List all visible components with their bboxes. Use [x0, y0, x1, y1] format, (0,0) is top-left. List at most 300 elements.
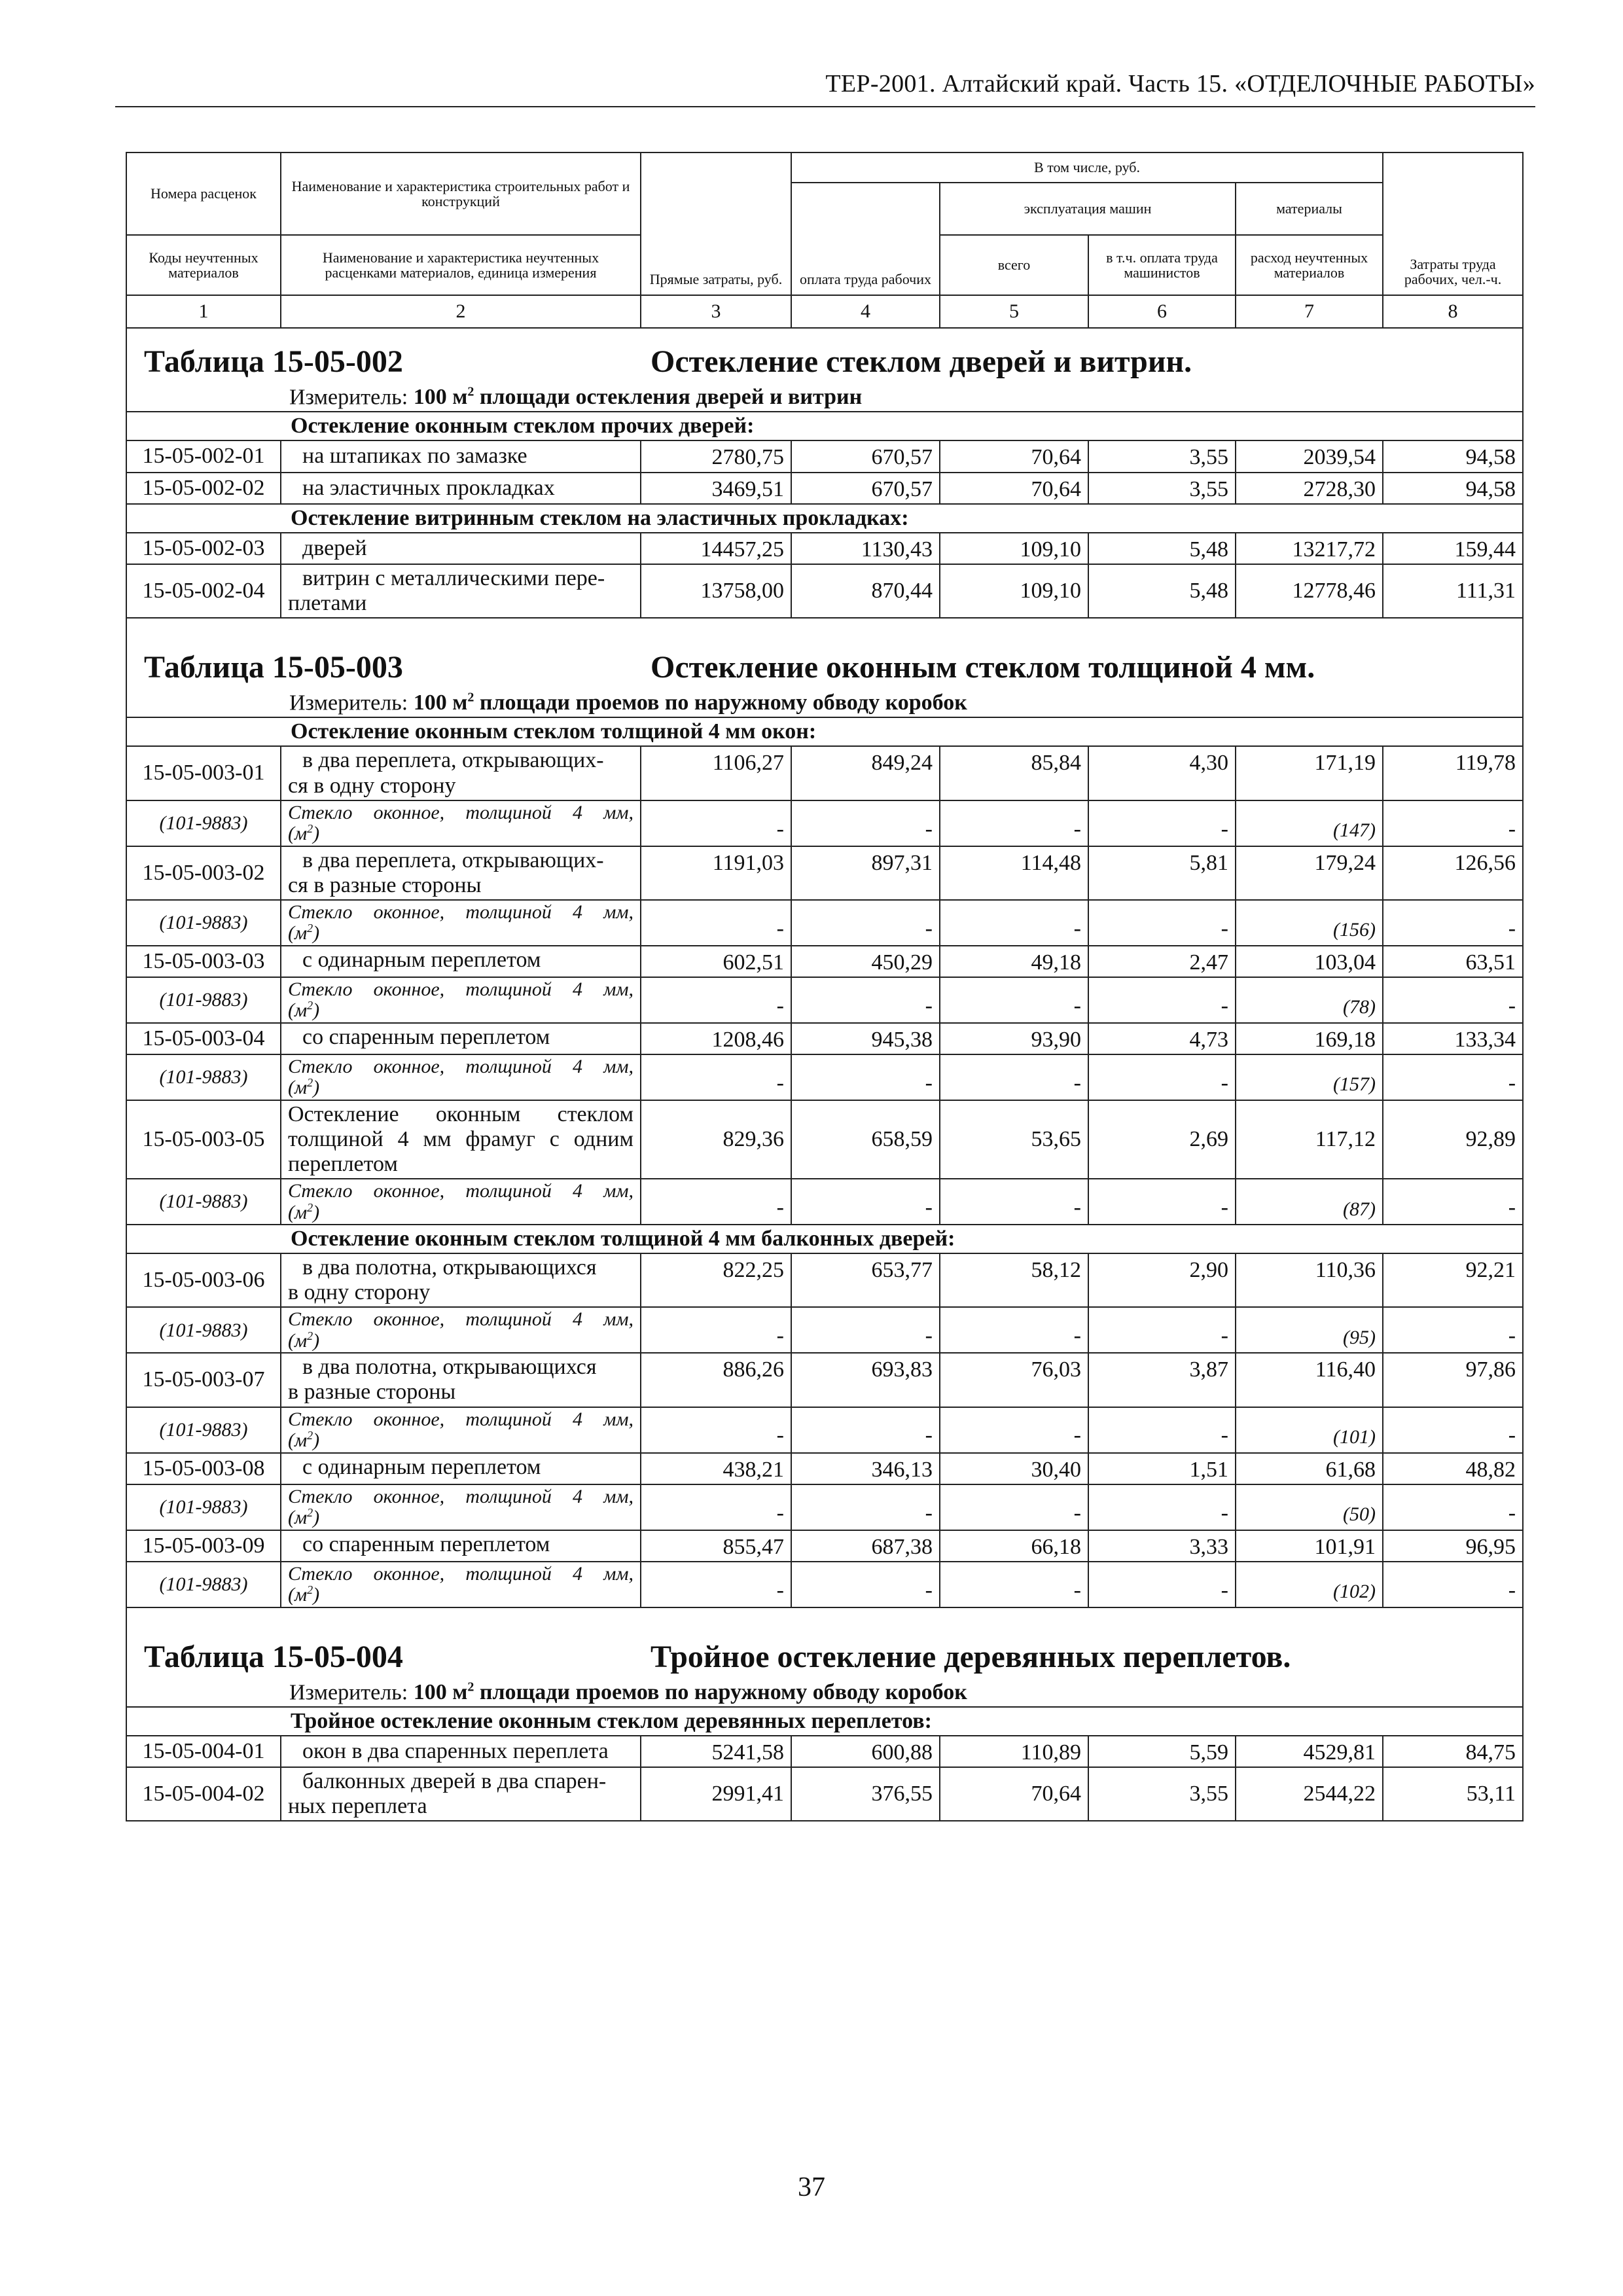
value-cell: 5241,58 [641, 1736, 791, 1767]
column-number: 8 [1383, 295, 1523, 328]
work-name-line: в два полотна, открывающихся [302, 1255, 597, 1280]
material-quantity: (50) [1236, 1484, 1383, 1530]
material-quantity: (87) [1236, 1179, 1383, 1225]
work-name [281, 946, 641, 977]
material-unit-suffix: ) [313, 922, 320, 944]
value-cell: 4529,81 [1236, 1736, 1383, 1767]
dash-cell: - [641, 1307, 791, 1353]
value-cell: 670,57 [791, 440, 940, 472]
table-row [126, 440, 1523, 472]
dash-cell: - [791, 1179, 940, 1225]
material-unit-sup: 2 [307, 1506, 313, 1520]
value-cell: 945,38 [791, 1023, 940, 1054]
material-unit-suffix: ) [313, 1077, 320, 1099]
value-cell: 1,51 [1088, 1453, 1236, 1484]
value-cell: 3,33 [1088, 1530, 1236, 1562]
rate-code: 15-05-003-04 [126, 1023, 281, 1054]
material-code: (101-9883) [126, 1562, 281, 1607]
dash-cell: - [940, 1484, 1088, 1530]
value-cell: 2728,30 [1236, 473, 1383, 504]
measure-sup: 2 [467, 1679, 474, 1695]
table-title-row [126, 328, 1523, 384]
material-unit-prefix: (м [288, 1429, 308, 1452]
value-cell: 376,55 [791, 1767, 940, 1821]
work-name-text: окон в два спаренных переплета [302, 1739, 609, 1764]
table-row [126, 1736, 1523, 1767]
table-header [126, 152, 1523, 328]
group-materials-header: материалы [1236, 183, 1383, 235]
section-title: Остекление оконным стеклом толщиной 4 мм балконных дверей: [126, 1225, 1523, 1253]
work-name [281, 533, 641, 564]
dash-cell: - [940, 800, 1088, 846]
material-code: (101-9883) [126, 1054, 281, 1100]
dash-cell: - [1383, 900, 1523, 946]
dash-cell: - [940, 1307, 1088, 1353]
value-cell: 658,59 [791, 1100, 940, 1179]
value-cell: 2780,75 [641, 440, 791, 472]
table-row [126, 846, 1523, 900]
table-row [126, 1767, 1523, 1821]
value-cell: 63,51 [1383, 946, 1523, 977]
measure-value: 100 м [413, 1680, 468, 1705]
rate-code: 15-05-003-06 [126, 1253, 281, 1307]
value-cell: 111,31 [1383, 564, 1523, 618]
dash-cell: - [791, 1307, 940, 1353]
measure-row [126, 1679, 1523, 1707]
value-cell: 897,31 [791, 846, 940, 900]
value-cell: 886,26 [641, 1353, 791, 1407]
material-row [126, 800, 1523, 846]
value-cell: 117,12 [1236, 1100, 1383, 1179]
value-cell: 92,21 [1383, 1253, 1523, 1307]
value-cell: 1191,03 [641, 846, 791, 900]
material-row [126, 1307, 1523, 1353]
material-name-line: Стекло оконное, толщиной 4 мм, [288, 1180, 633, 1202]
section-title: Остекление оконным стеклом прочих дверей: [126, 412, 1523, 440]
rate-code: 15-05-002-03 [126, 533, 281, 564]
value-cell: 30,40 [940, 1453, 1088, 1484]
value-cell: 670,57 [791, 473, 940, 504]
column-number: 3 [641, 295, 791, 328]
dash-cell: - [940, 977, 1088, 1023]
value-cell: 829,36 [641, 1100, 791, 1179]
value-cell: 49,18 [940, 946, 1088, 977]
work-name-line: плетами [288, 590, 367, 615]
material-name [281, 1484, 641, 1530]
value-cell: 70,64 [940, 473, 1088, 504]
value-cell: 3,55 [1088, 440, 1236, 472]
table-row [126, 1100, 1523, 1179]
material-quantity: (157) [1236, 1054, 1383, 1100]
value-cell: 346,13 [791, 1453, 940, 1484]
work-name-line: балконных дверей в два спарен- [302, 1769, 607, 1794]
material-unit-suffix: ) [313, 1429, 320, 1452]
table-title-cell [126, 328, 1523, 384]
table-title-row [126, 1624, 1523, 1679]
col6-header: в т.ч. оплата труда машинистов [1088, 235, 1236, 295]
value-cell: 5,81 [1088, 846, 1236, 900]
work-name-line: толщиной 4 мм фрамуг с одним [288, 1126, 633, 1151]
value-cell: 693,83 [791, 1353, 940, 1407]
work-name-line: ся в одну сторону [288, 773, 456, 798]
work-name [281, 1736, 641, 1767]
section-row [126, 504, 1523, 533]
rate-code: 15-05-003-05 [126, 1100, 281, 1179]
measure-rest: площади проемов по наружному обводу коробок [474, 691, 967, 715]
value-cell: 2544,22 [1236, 1767, 1383, 1821]
material-row [126, 977, 1523, 1023]
material-unit-prefix: (м [288, 823, 308, 845]
table-row [126, 946, 1523, 977]
material-code: (101-9883) [126, 1307, 281, 1353]
material-row [126, 1484, 1523, 1530]
material-name [281, 1179, 641, 1225]
table-body [126, 328, 1523, 1821]
dash-cell: - [1383, 1484, 1523, 1530]
material-quantity: (156) [1236, 900, 1383, 946]
dash-cell: - [1383, 1054, 1523, 1100]
section-row [126, 1225, 1523, 1253]
spacer-row [126, 1607, 1523, 1624]
rate-code: 15-05-002-02 [126, 473, 281, 504]
rate-code: 15-05-003-02 [126, 846, 281, 900]
material-unit-suffix: ) [313, 823, 320, 845]
work-name-line: в два переплета, открывающих- [302, 748, 604, 773]
work-name-line: ных переплета [288, 1794, 427, 1819]
value-cell: 4,73 [1088, 1023, 1236, 1054]
work-name [281, 746, 641, 800]
col7-header: расход неучтенных материалов [1236, 235, 1383, 295]
work-name-text: дверей [302, 535, 367, 560]
value-cell: 12778,46 [1236, 564, 1383, 618]
rate-code: 15-05-003-01 [126, 746, 281, 800]
material-quantity: (147) [1236, 800, 1383, 846]
value-cell: 2,90 [1088, 1253, 1236, 1307]
value-cell: 114,48 [940, 846, 1088, 900]
col2-top-header: Наименование и характеристика строительных работ и конструкций [281, 152, 641, 235]
dash-cell: - [641, 1179, 791, 1225]
measure-rest: площади проемов по наружному обводу коробок [474, 1680, 967, 1705]
material-unit-suffix: ) [313, 1201, 320, 1223]
material-unit-prefix: (м [288, 1201, 308, 1223]
page-number: 37 [798, 2172, 825, 2202]
value-cell: 109,10 [940, 564, 1088, 618]
value-cell: 119,78 [1383, 746, 1523, 800]
dash-cell: - [1088, 1054, 1236, 1100]
dash-cell: - [791, 800, 940, 846]
material-unit [288, 922, 633, 944]
value-cell: 103,04 [1236, 946, 1383, 977]
material-unit-sup: 2 [307, 1076, 313, 1090]
material-unit [288, 823, 633, 844]
value-cell: 116,40 [1236, 1353, 1383, 1407]
dash-cell: - [1383, 1562, 1523, 1607]
rate-code: 15-05-004-02 [126, 1767, 281, 1821]
material-code: (101-9883) [126, 1407, 281, 1453]
dash-cell: - [641, 1562, 791, 1607]
material-name [281, 977, 641, 1023]
dash-cell: - [791, 1054, 940, 1100]
value-cell: 3,87 [1088, 1353, 1236, 1407]
value-cell: 600,88 [791, 1736, 940, 1767]
measure-row [126, 384, 1523, 412]
value-cell: 169,18 [1236, 1023, 1383, 1054]
work-name-text: с одинарным переплетом [302, 947, 541, 972]
column-number: 4 [791, 295, 940, 328]
measure-text [126, 1679, 1523, 1707]
col1-top-header: Номера расценок [126, 152, 281, 235]
material-quantity: (78) [1236, 977, 1383, 1023]
dash-cell: - [1088, 900, 1236, 946]
dash-cell: - [1088, 1307, 1236, 1353]
work-name-text: со спаренным переплетом [302, 1532, 550, 1556]
material-name [281, 800, 641, 846]
value-cell: 126,56 [1383, 846, 1523, 900]
col4-header: оплата труда рабочих [791, 183, 940, 295]
work-name [281, 1353, 641, 1407]
work-name-line: витрин с металлическими пере- [302, 565, 605, 590]
value-cell: 53,65 [940, 1100, 1088, 1179]
value-cell: 855,47 [641, 1530, 791, 1562]
value-cell: 870,44 [791, 564, 940, 618]
col1-bottom-header: Коды неучтенных материалов [126, 235, 281, 295]
measure-text [126, 689, 1523, 717]
material-unit-sup: 2 [307, 1200, 313, 1214]
work-name-line: переплетом [288, 1152, 398, 1177]
section-row [126, 1707, 1523, 1736]
material-code: (101-9883) [126, 800, 281, 846]
dash-cell: - [641, 977, 791, 1023]
measure-text [126, 384, 1523, 412]
work-name-line: в два полотна, открывающихся [302, 1355, 597, 1380]
value-cell: 13217,72 [1236, 533, 1383, 564]
value-cell: 3469,51 [641, 473, 791, 504]
material-name [281, 1407, 641, 1453]
section-title: Тройное остекление оконным стеклом деревянных переплетов: [126, 1707, 1523, 1736]
value-cell: 110,89 [940, 1736, 1088, 1767]
material-name [281, 1562, 641, 1607]
value-cell: 2,69 [1088, 1100, 1236, 1179]
material-unit [288, 999, 633, 1021]
material-unit-sup: 2 [307, 922, 313, 935]
work-name-line: ся в разные стороны [288, 872, 482, 897]
value-cell: 687,38 [791, 1530, 940, 1562]
value-cell: 84,75 [1383, 1736, 1523, 1767]
material-unit-sup: 2 [307, 1329, 313, 1342]
material-name-line: Стекло оконное, толщиной 4 мм, [288, 801, 633, 823]
table-title: Остекление стеклом дверей и витрин. [651, 344, 1192, 380]
value-cell: 109,10 [940, 533, 1088, 564]
table-title-cell [126, 1624, 1523, 1679]
col2-bottom-header: Наименование и характеристика неучтенных расценками материалов, единица измерения [281, 235, 641, 295]
value-cell: 94,58 [1383, 440, 1523, 472]
value-cell: 61,68 [1236, 1453, 1383, 1484]
dash-cell: - [1088, 1484, 1236, 1530]
col8-header: Затраты труда рабочих, чел.-ч. [1383, 152, 1523, 295]
value-cell: 3,55 [1088, 1767, 1236, 1821]
material-unit [288, 1507, 633, 1528]
measure-row [126, 689, 1523, 717]
value-cell: 2,47 [1088, 946, 1236, 977]
table-row [126, 1253, 1523, 1307]
material-unit-prefix: (м [288, 1329, 308, 1352]
work-name [281, 564, 641, 618]
table-title: Тройное остекление деревянных переплетов. [651, 1639, 1291, 1674]
work-name [281, 1453, 641, 1484]
table-label: Таблица 15-05-002 [144, 344, 403, 380]
value-cell: 849,24 [791, 746, 940, 800]
table-title-cell [126, 634, 1523, 689]
value-cell: 133,34 [1383, 1023, 1523, 1054]
dash-cell: - [1088, 977, 1236, 1023]
rate-code: 15-05-002-04 [126, 564, 281, 618]
dash-cell: - [791, 900, 940, 946]
material-name [281, 900, 641, 946]
dash-cell: - [1088, 1562, 1236, 1607]
material-unit-suffix: ) [313, 1329, 320, 1352]
spacer [126, 618, 1523, 634]
value-cell: 5,48 [1088, 533, 1236, 564]
table-title-row [126, 634, 1523, 689]
value-cell: 14457,25 [641, 533, 791, 564]
dash-cell: - [1088, 1407, 1236, 1453]
value-cell: 70,64 [940, 1767, 1088, 1821]
value-cell: 66,18 [940, 1530, 1088, 1562]
dash-cell: - [791, 977, 940, 1023]
material-row [126, 900, 1523, 946]
work-name [281, 1023, 641, 1054]
dash-cell: - [1383, 1179, 1523, 1225]
value-cell: 653,77 [791, 1253, 940, 1307]
dash-cell: - [791, 1407, 940, 1453]
section-title: Остекление оконным стеклом толщиной 4 мм окон: [126, 717, 1523, 746]
table-label: Таблица 15-05-003 [144, 650, 403, 685]
material-unit [288, 1429, 633, 1451]
column-number: 6 [1088, 295, 1236, 328]
dash-cell: - [1383, 977, 1523, 1023]
price-table [126, 152, 1524, 1821]
work-name [281, 1253, 641, 1307]
dash-cell: - [1088, 1179, 1236, 1225]
value-cell: 2991,41 [641, 1767, 791, 1821]
dash-cell: - [791, 1562, 940, 1607]
material-unit-sup: 2 [307, 1429, 313, 1443]
table-title: Остекление оконным стеклом толщиной 4 мм. [651, 650, 1315, 685]
work-name [281, 846, 641, 900]
dash-cell: - [1383, 800, 1523, 846]
dash-cell: - [641, 900, 791, 946]
value-cell: 171,19 [1236, 746, 1383, 800]
dash-cell: - [940, 1054, 1088, 1100]
material-name-line: Стекло оконное, толщиной 4 мм, [288, 978, 633, 1000]
value-cell: 450,29 [791, 946, 940, 977]
material-row [126, 1054, 1523, 1100]
material-unit [288, 1330, 633, 1352]
material-unit-prefix: (м [288, 922, 308, 944]
rate-code: 15-05-003-08 [126, 1453, 281, 1484]
value-cell: 159,44 [1383, 533, 1523, 564]
material-name-line: Стекло оконное, толщиной 4 мм, [288, 901, 633, 923]
col3-header: Прямые затраты, руб. [641, 152, 791, 295]
material-unit-prefix: (м [288, 1507, 308, 1529]
running-title: ТЕР-2001. Алтайский край. Часть 15. «ОТДЕЛОЧНЫЕ РАБОТЫ» [825, 70, 1535, 98]
material-unit [288, 1584, 633, 1605]
measure-rest: площади остекления дверей и витрин [474, 385, 863, 410]
value-cell: 96,95 [1383, 1530, 1523, 1562]
material-quantity: (95) [1236, 1307, 1383, 1353]
dash-cell: - [1383, 1407, 1523, 1453]
running-header [115, 63, 1535, 107]
value-cell: 5,48 [1088, 564, 1236, 618]
value-cell: 48,82 [1383, 1453, 1523, 1484]
column-number: 5 [940, 295, 1088, 328]
work-name-text: на штапиках по замазке [302, 444, 527, 469]
value-cell: 76,03 [940, 1353, 1088, 1407]
work-name [281, 1767, 641, 1821]
rate-code: 15-05-002-01 [126, 440, 281, 472]
dash-cell: - [1383, 1307, 1523, 1353]
dash-cell: - [641, 800, 791, 846]
column-number: 7 [1236, 295, 1383, 328]
value-cell: 438,21 [641, 1453, 791, 1484]
value-cell: 93,90 [940, 1023, 1088, 1054]
value-cell: 602,51 [641, 946, 791, 977]
value-cell: 53,11 [1383, 1767, 1523, 1821]
dash-cell: - [791, 1484, 940, 1530]
material-code: (101-9883) [126, 977, 281, 1023]
material-name-line: Стекло оконное, толщиной 4 мм, [288, 1308, 633, 1331]
column-number: 2 [281, 295, 641, 328]
value-cell: 101,91 [1236, 1530, 1383, 1562]
dash-cell: - [641, 1054, 791, 1100]
value-cell: 179,24 [1236, 846, 1383, 900]
column-numbers-row [126, 295, 1523, 328]
table-row [126, 1023, 1523, 1054]
dash-cell: - [641, 1407, 791, 1453]
material-name-line: Стекло оконное, толщиной 4 мм, [288, 1055, 633, 1077]
spacer-row [126, 618, 1523, 634]
value-cell: 94,58 [1383, 473, 1523, 504]
dash-cell: - [940, 1407, 1088, 1453]
material-unit-suffix: ) [313, 1584, 320, 1606]
material-quantity: (102) [1236, 1562, 1383, 1607]
value-cell: 5,59 [1088, 1736, 1236, 1767]
material-unit-suffix: ) [313, 999, 320, 1022]
material-unit-sup: 2 [307, 1583, 313, 1597]
dash-cell: - [940, 1562, 1088, 1607]
material-unit-sup: 2 [307, 822, 313, 836]
value-cell: 3,55 [1088, 473, 1236, 504]
material-unit-suffix: ) [313, 1507, 320, 1529]
dash-cell: - [641, 1484, 791, 1530]
work-name-text: со спаренным переплетом [302, 1024, 550, 1049]
material-unit-sup: 2 [307, 999, 313, 1013]
value-cell: 97,86 [1383, 1353, 1523, 1407]
work-name [281, 473, 641, 504]
table-row [126, 564, 1523, 618]
material-unit [288, 1077, 633, 1098]
dash-cell: - [1088, 800, 1236, 846]
work-name-line: в одну сторону [288, 1280, 431, 1305]
table-row [126, 1530, 1523, 1562]
value-cell: 85,84 [940, 746, 1088, 800]
work-name-text: на эластичных прокладках [302, 475, 555, 500]
material-row [126, 1179, 1523, 1225]
measure-prefix: Измеритель: [289, 385, 408, 410]
measure-sup: 2 [467, 690, 474, 705]
table-row [126, 746, 1523, 800]
value-cell: 1208,46 [641, 1023, 791, 1054]
